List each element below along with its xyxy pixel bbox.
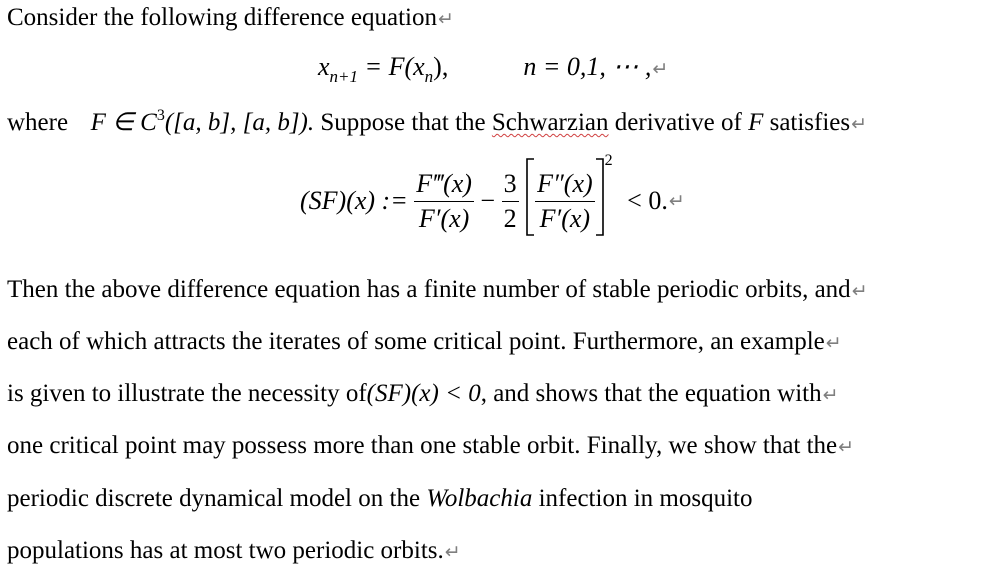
fraction-numerator: F″(x) bbox=[535, 167, 595, 202]
math-superscript: 3 bbox=[156, 107, 165, 124]
eq-var: x bbox=[318, 52, 330, 81]
fraction-denominator: F′(x) bbox=[418, 203, 470, 233]
body-text: periodic discrete dynamical model on the bbox=[7, 485, 427, 512]
fraction-numerator: F‴(x) bbox=[414, 167, 474, 202]
inline-math: (SF)(x) < 0 bbox=[366, 380, 481, 407]
paragraph-mark-icon: ↵ bbox=[652, 58, 669, 80]
math-condition-rest: ([a, b], [a, b]). bbox=[164, 109, 315, 136]
paragraph-mark-icon: ↵ bbox=[444, 541, 461, 563]
body-text: each of which attracts the iterates of some critical point. Furthermore, an example bbox=[7, 328, 825, 355]
paragraph-mark-icon: ↵ bbox=[825, 332, 842, 354]
eq-relation: < 0. bbox=[627, 186, 668, 215]
eq-index: n = 0,1, ⋯ , bbox=[523, 52, 652, 81]
species-name: Wolbachia bbox=[426, 485, 533, 512]
math-var: F bbox=[748, 109, 764, 136]
math-condition: F ∈ C bbox=[90, 109, 157, 136]
eq-subscript: n bbox=[424, 67, 434, 86]
body-text: , and shows that the equation with bbox=[480, 380, 822, 407]
eq-operator: − bbox=[480, 186, 496, 215]
eq-lhs: (SF)(x) := bbox=[300, 186, 408, 215]
body-text: is given to illustrate the necessity of bbox=[7, 380, 367, 407]
text-line bbox=[7, 108, 867, 141]
fraction-denominator: 2 bbox=[503, 203, 517, 233]
left-bracket bbox=[525, 158, 535, 244]
body-text: infection in mosquito bbox=[532, 485, 753, 512]
text-word: where bbox=[7, 109, 69, 136]
right-bracket bbox=[595, 158, 605, 244]
paragraph-mark-icon: ↵ bbox=[851, 113, 868, 135]
eq-end: ), bbox=[433, 52, 449, 81]
text-fragment: Suppose that the bbox=[320, 109, 492, 136]
text-line bbox=[7, 379, 839, 410]
difference-equation bbox=[318, 52, 669, 86]
eq-exponent: 2 bbox=[604, 152, 613, 169]
paragraph-mark-icon: ↵ bbox=[838, 436, 855, 458]
fraction-denominator: F′(x) bbox=[539, 203, 591, 233]
paragraph-mark-icon: ↵ bbox=[668, 190, 685, 212]
text-line bbox=[7, 3, 454, 34]
paragraph-mark-icon: ↵ bbox=[822, 384, 839, 406]
body-text: one critical point may possess more than one stable orbit. Finally, we show that the bbox=[7, 432, 838, 459]
body-text: Then the above difference equation has a finite number of stable periodic orbits, and bbox=[7, 276, 851, 303]
eq-subscript: n+1 bbox=[329, 67, 359, 86]
text-fragment: satisfies bbox=[763, 109, 851, 136]
paragraph-text: Consider the following difference equation bbox=[7, 4, 437, 31]
fraction-numerator: 3 bbox=[502, 167, 519, 202]
text-line bbox=[7, 327, 842, 358]
body-text: populations has at most two periodic orbits. bbox=[7, 537, 444, 564]
text-line bbox=[7, 536, 461, 567]
spellcheck-word: Schwarzian bbox=[491, 109, 609, 136]
text-line bbox=[7, 275, 868, 306]
fraction bbox=[535, 167, 595, 236]
eq-body: = F(x bbox=[358, 52, 425, 81]
text-line bbox=[7, 484, 752, 514]
paragraph-mark-icon: ↵ bbox=[851, 280, 868, 302]
text-line bbox=[7, 431, 854, 462]
text-fragment: derivative of bbox=[608, 109, 749, 136]
paragraph-mark-icon: ↵ bbox=[437, 8, 454, 30]
fraction bbox=[414, 167, 474, 236]
fraction bbox=[502, 167, 519, 236]
schwarzian-equation bbox=[300, 152, 685, 244]
